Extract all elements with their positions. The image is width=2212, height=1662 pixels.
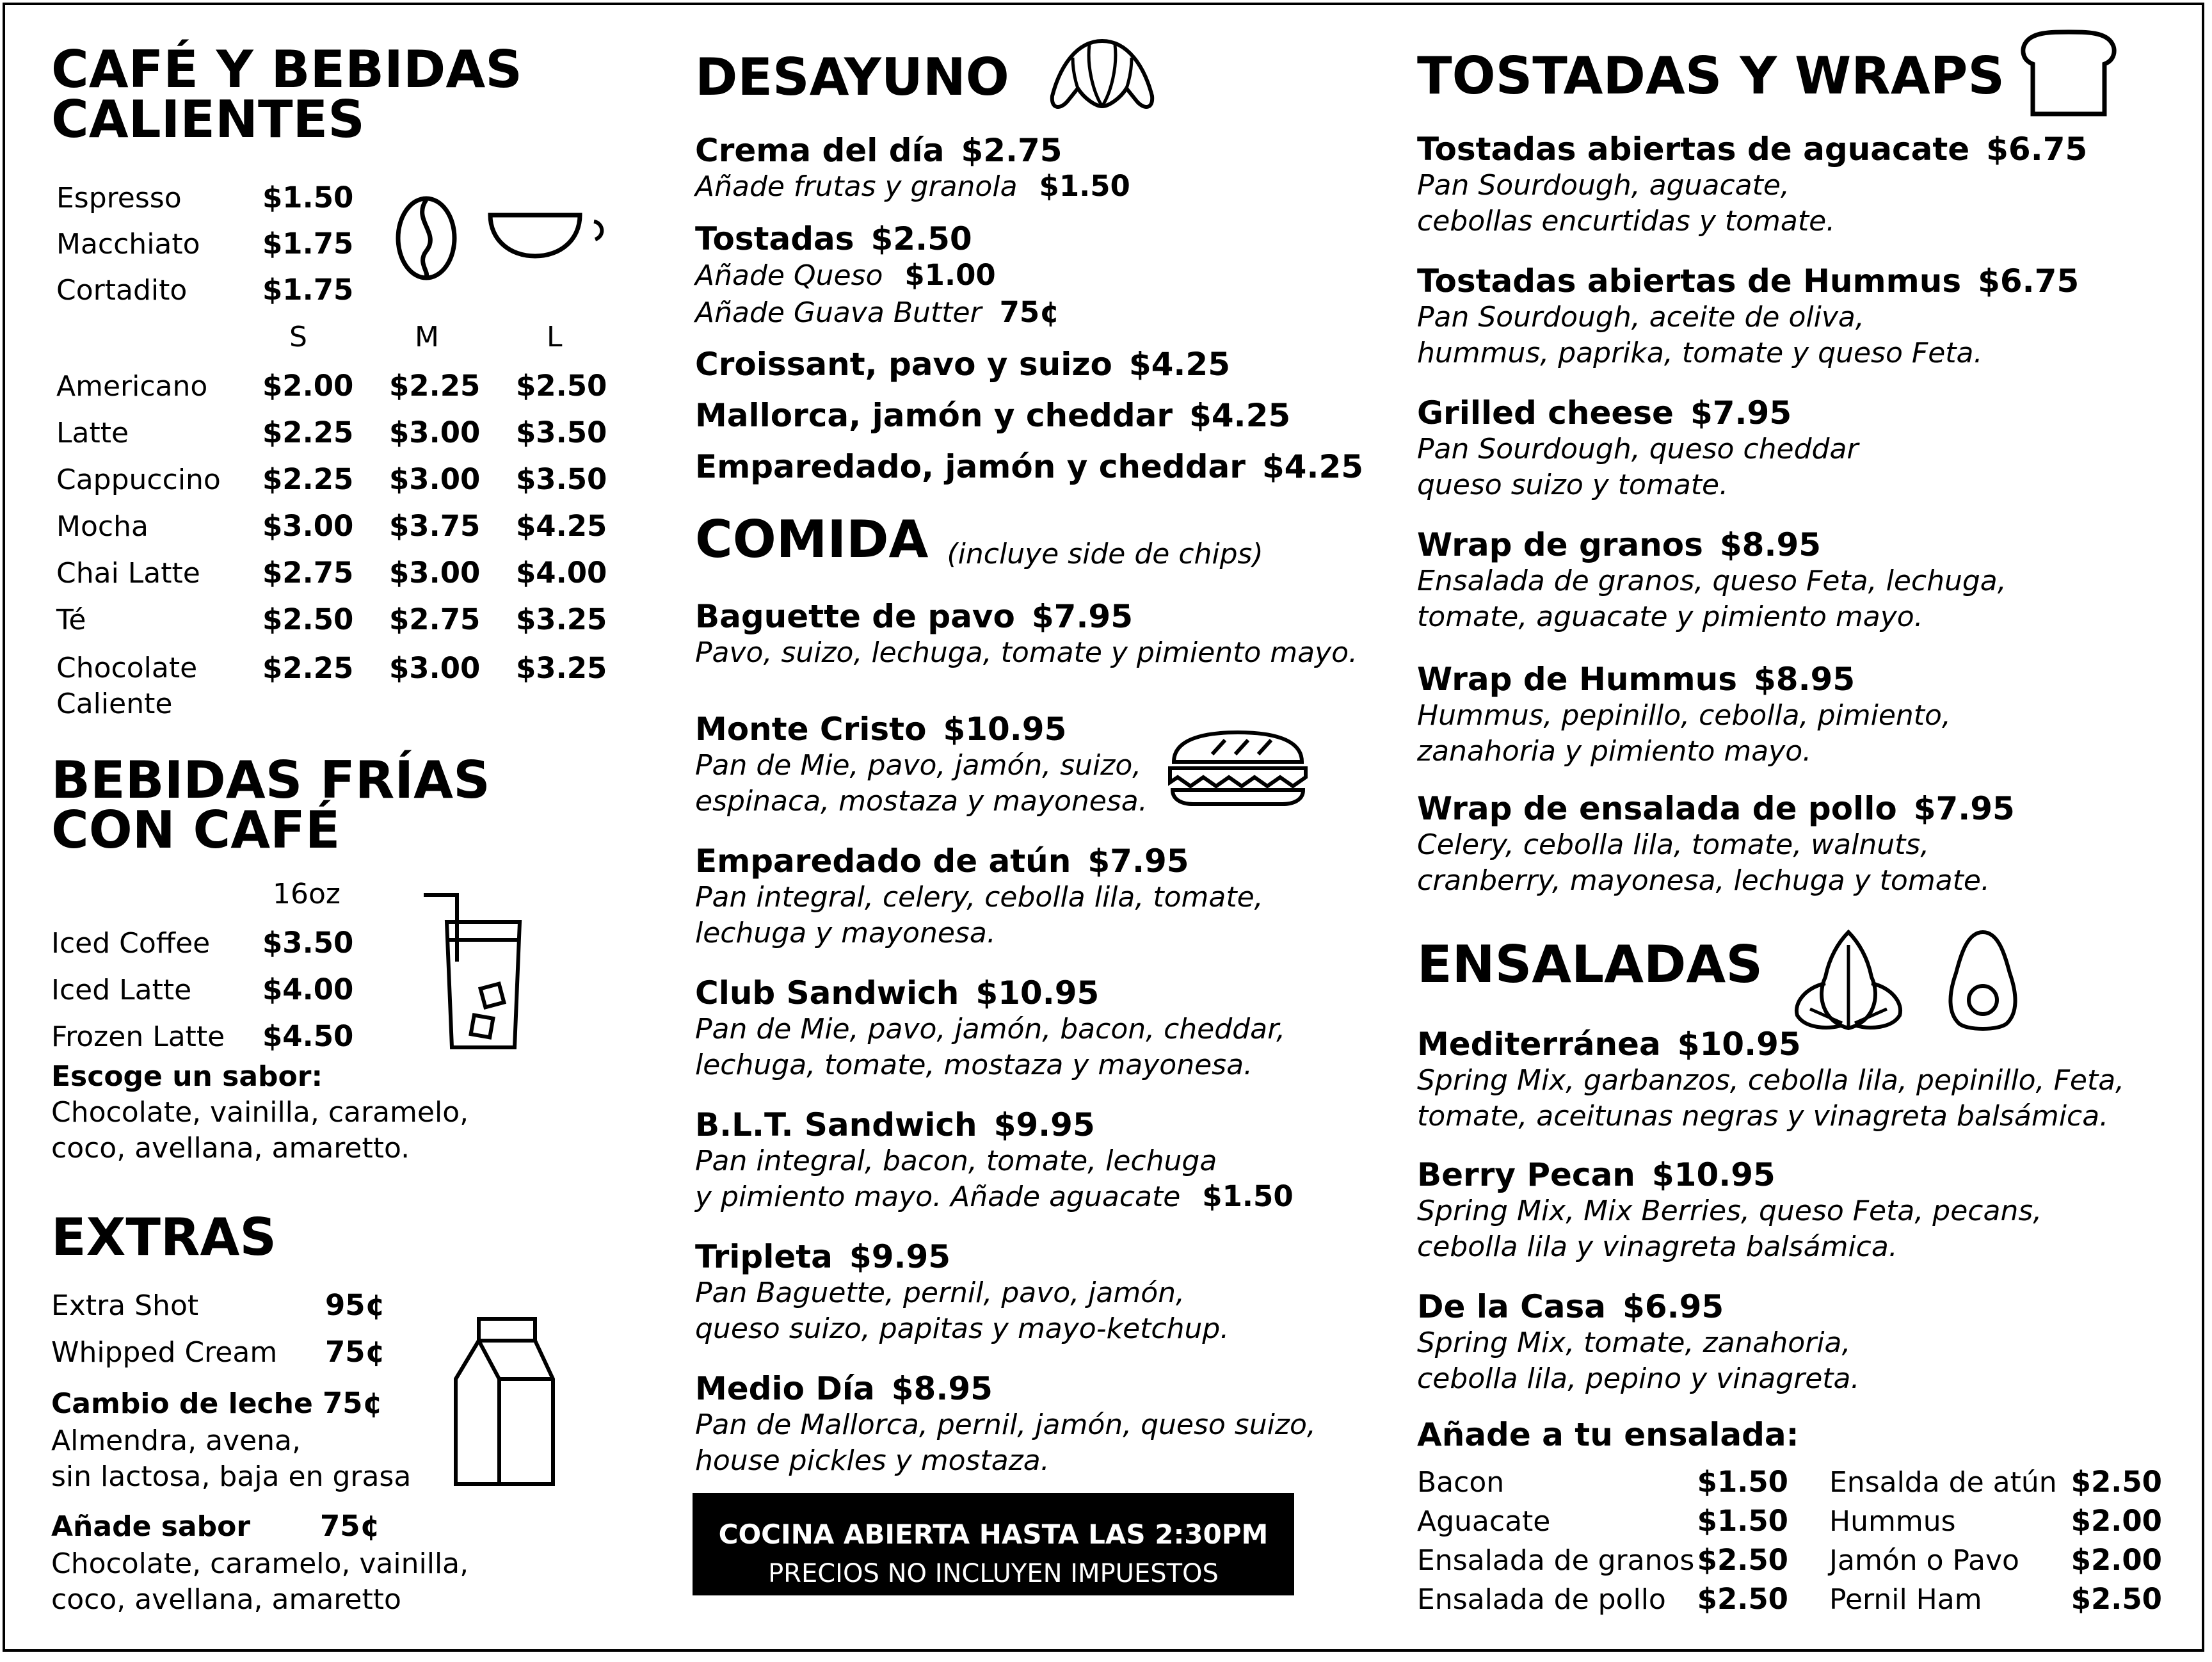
item-description-line1: Spring Mix, garbanzos, cebolla lila, pepinillo, Feta,	[1417, 1064, 2125, 1097]
item-name: Medio Día	[695, 1370, 875, 1407]
menu-item	[695, 1106, 1358, 1238]
addon-price: $1.50	[1697, 1465, 1788, 1499]
item-description-line1: Pan Baguette, pernil, pavo, jamón,	[695, 1277, 1185, 1309]
addon-row	[1417, 1583, 1788, 1622]
item-price: $2.75	[961, 132, 1062, 169]
item-price: $10.95	[1651, 1156, 1775, 1193]
size-header-l: L	[547, 321, 563, 353]
item-name-line2: Caliente	[56, 688, 173, 720]
menu-item	[695, 397, 1363, 448]
coffee-cup-icon	[486, 210, 608, 261]
size-header-m: M	[415, 321, 439, 353]
item-description-line2: queso suizo, papitas y mayo-ketchup.	[695, 1312, 1230, 1345]
menu-row	[51, 974, 469, 1021]
hot-single-list	[56, 182, 353, 320]
item-name: Cortadito	[56, 274, 188, 307]
item-description-line2: cebolla lila y vinagreta balsámica.	[1417, 1230, 1898, 1263]
item-name-line1: Chocolate	[56, 652, 198, 684]
hot-title-line2: CALIENTES	[51, 90, 365, 149]
croissant-icon	[1045, 35, 1160, 118]
hot-sized-list	[56, 370, 607, 721]
addon-row	[1417, 1544, 1788, 1583]
milk-change-price: 75¢	[323, 1386, 383, 1420]
menu-row	[56, 464, 607, 510]
price-m: $2.75	[389, 602, 481, 636]
menu-item	[1417, 1156, 2124, 1288]
menu-item	[1417, 394, 2087, 526]
menu-item	[695, 974, 1358, 1106]
item-price: $4.25	[1128, 346, 1230, 383]
salads-title: ENSALADAS	[1417, 935, 1763, 994]
price-s: $2.25	[262, 462, 354, 496]
item-name: Tostadas abiertas de aguacate	[1417, 131, 1970, 168]
item-price: $1.75	[262, 227, 354, 261]
item-price: $1.50	[262, 181, 354, 214]
addon-price: $1.50	[1697, 1504, 1788, 1538]
item-name: Croissant, pavo y suizo	[695, 346, 1112, 383]
item-name: Emparedado de atún	[695, 843, 1071, 880]
item-description-line2: queso suizo y tomate.	[1417, 469, 1729, 501]
item-description-line1: Celery, cebolla lila, tomate, walnuts,	[1417, 828, 1930, 861]
item-name: Tostadas abiertas de Hummus	[1417, 262, 1962, 300]
milk-options-line2: sin lactosa, baja en grasa	[51, 1460, 412, 1493]
item-description-line2: lechuga y mayonesa.	[695, 917, 996, 949]
price-l: $2.50	[516, 369, 607, 403]
menu-item-tostadas	[695, 220, 1363, 257]
menu-row	[56, 510, 607, 557]
item-price: $1.75	[262, 273, 354, 307]
addon-price: 75¢	[999, 295, 1060, 329]
extras-title: EXTRAS	[51, 1207, 277, 1267]
menu-row	[56, 370, 607, 417]
item-name: De la Casa	[1417, 1288, 1607, 1325]
item-name: Grilled cheese	[1417, 394, 1674, 432]
item-description-line2: zanahoria y pimiento mayo.	[1417, 735, 1812, 768]
item-name: Tripleta	[695, 1238, 833, 1275]
price-s: $2.50	[262, 602, 354, 636]
menu-item-crema	[695, 132, 1363, 169]
menu-row	[51, 927, 469, 974]
menu-item	[695, 448, 1363, 485]
price-m: $2.25	[389, 369, 481, 403]
addon-row	[1829, 1544, 2162, 1583]
price-l: $4.00	[516, 556, 607, 590]
item-name: Iced Coffee	[51, 927, 211, 960]
item-description-line2: hummus, paprika, tomate y queso Feta.	[1417, 337, 1983, 369]
menu-item	[1417, 661, 2087, 790]
hot-drinks-title	[51, 40, 522, 149]
extras-list	[51, 1289, 469, 1618]
addon-name: Aguacate	[1417, 1505, 1551, 1538]
item-name: Berry Pecan	[1417, 1156, 1635, 1193]
addon-name: Pernil Ham	[1829, 1583, 1982, 1616]
item-price: $6.75	[1986, 131, 2088, 168]
item-name: Wrap de Hummus	[1417, 661, 1737, 698]
food-note: (incluye side de chips)	[947, 537, 1263, 570]
item-name: Crema del día	[695, 132, 945, 169]
cold-list	[51, 927, 469, 1166]
menu-item	[695, 1370, 1358, 1502]
item-description-line2: cranberry, mayonesa, lechuga y tomate.	[1417, 864, 1990, 897]
item-description: Pavo, suizo, lechuga, tomate y pimiento mayo.	[695, 636, 1358, 669]
item-description-line2: tomate, aceitunas negras y vinagreta balsámica.	[1417, 1100, 2109, 1133]
price-l: $4.25	[516, 509, 607, 543]
addon-price: $2.50	[2071, 1582, 2162, 1616]
item-name: Extra Shot	[51, 1289, 199, 1322]
bread-icon	[2019, 28, 2117, 118]
cold-drinks-title	[51, 750, 490, 860]
item-name: Espresso	[56, 182, 182, 214]
kitchen-hours-banner	[693, 1493, 1294, 1595]
price-s: $2.00	[262, 369, 354, 403]
item-name: Té	[56, 604, 86, 636]
item-price: $6.75	[1978, 262, 2080, 300]
food-title: COMIDA	[695, 510, 929, 569]
menu-row	[56, 417, 607, 464]
item-price: $2.50	[870, 220, 972, 257]
cold-title-line2: CON CAFÉ	[51, 800, 341, 860]
size-header-s: S	[289, 321, 307, 353]
addon-row	[1417, 1505, 1788, 1544]
item-name: Macchiato	[56, 228, 200, 261]
item-price: $7.95	[1031, 598, 1134, 635]
banner-line1: COCINA ABIERTA HASTA LAS 2:30PM	[718, 1519, 1269, 1550]
salad-addons-left	[1417, 1466, 1788, 1622]
item-description-line1: Hummus, pepinillo, cebolla, pimiento,	[1417, 699, 1951, 732]
item-price: $6.95	[1623, 1288, 1724, 1325]
toasts-list	[1417, 131, 2087, 918]
item-description-line1: Pan Sourdough, aguacate,	[1417, 169, 1790, 202]
menu-item	[695, 346, 1363, 397]
item-name: Latte	[56, 417, 129, 449]
addon-price: $1.00	[904, 258, 996, 292]
addon-line	[695, 257, 1363, 294]
menu-item	[695, 598, 1358, 711]
item-description-line2: lechuga, tomate, mostaza y mayonesa.	[695, 1049, 1253, 1081]
addon-name: Ensalada de granos	[1417, 1544, 1695, 1577]
menu-item	[1417, 262, 2087, 394]
salad-addons-title: Añade a tu ensalada:	[1417, 1416, 1799, 1453]
item-name: Wrap de granos	[1417, 526, 1703, 563]
menu-item	[1417, 131, 2087, 262]
item-name: B.L.T. Sandwich	[695, 1106, 977, 1143]
breakfast-title: DESAYUNO	[695, 47, 1009, 107]
item-name: Chai Latte	[56, 557, 200, 590]
item-price: $3.50	[262, 926, 354, 960]
item-description-line1: Pan Sourdough, aceite de oliva,	[1417, 301, 1864, 334]
item-description-line1: Spring Mix, tomate, zanahoria,	[1417, 1327, 1851, 1359]
menu-item	[1417, 790, 2087, 918]
item-price: $9.95	[849, 1238, 951, 1275]
item-price: $7.95	[1690, 394, 1792, 432]
item-price: $10.95	[1677, 1026, 1801, 1063]
milk-options-line1: Almendra, avena,	[51, 1424, 301, 1457]
price-m: $3.00	[389, 416, 481, 449]
item-description-line1: Pan integral, celery, cebolla lila, tomate,	[695, 881, 1263, 914]
item-description-text: y pimiento mayo. Añade aguacate	[695, 1181, 1181, 1213]
lettuce-icon	[1791, 926, 1906, 1035]
hot-title-line1: CAFÉ Y BEBIDAS	[51, 40, 522, 99]
menu-row	[51, 1510, 469, 1546]
salad-addons-right	[1829, 1466, 2162, 1622]
size-header-16oz: 16oz	[273, 878, 341, 910]
add-flavor-price: 75¢	[320, 1509, 380, 1543]
menu-row	[56, 228, 353, 274]
menu-item	[695, 843, 1358, 974]
menu-row	[56, 557, 607, 604]
addon-line	[695, 294, 1363, 332]
price-l: $3.25	[516, 651, 607, 685]
menu-item	[1417, 1288, 2124, 1416]
item-name: Whipped Cream	[51, 1336, 278, 1369]
item-price: $8.95	[891, 1370, 993, 1407]
addon-row	[1417, 1466, 1788, 1505]
flavor-options-line1: Chocolate, caramelo, vainilla,	[51, 1547, 469, 1580]
menu-row	[56, 650, 607, 721]
item-price: $9.95	[993, 1106, 1095, 1143]
addon-price: $2.50	[1697, 1582, 1788, 1616]
flavor-label: Escoge un sabor:	[51, 1060, 323, 1093]
addon-name: Ensalda de atún	[1829, 1466, 2057, 1499]
addon-row	[1829, 1466, 2162, 1505]
flavor-list-line1: Chocolate, vainilla, caramelo,	[51, 1096, 469, 1129]
breakfast-list	[695, 132, 1363, 485]
addon-name: Hummus	[1829, 1505, 1956, 1538]
menu-item	[1417, 1026, 2124, 1156]
item-description-line2: cebollas encurtidas y tomate.	[1417, 205, 1836, 238]
item-name: Emparedado, jamón y cheddar	[695, 448, 1246, 485]
addon-price: $2.00	[2071, 1504, 2162, 1538]
item-price: $7.95	[1087, 843, 1189, 880]
price-m: $3.00	[389, 462, 481, 496]
item-description-line1: Pan de Mallorca, pernil, jamón, queso suizo,	[695, 1408, 1316, 1441]
item-description-line2: house pickles y mostaza.	[695, 1444, 1050, 1477]
avocado-icon	[1946, 928, 2020, 1033]
item-name: Baguette de pavo	[695, 598, 1015, 635]
price-l: $3.25	[516, 602, 607, 636]
price-s: $2.25	[262, 651, 354, 685]
flavor-list-line2: coco, avellana, amaretto.	[51, 1132, 410, 1165]
item-name: Tostadas	[695, 220, 854, 257]
flavor-options-line2: coco, avellana, amaretto	[51, 1583, 401, 1616]
addon-name: Bacon	[1417, 1466, 1505, 1499]
item-name: Monte Cristo	[695, 711, 927, 748]
item-name: Club Sandwich	[695, 974, 959, 1012]
addon-row	[1829, 1583, 2162, 1622]
price-m: $3.75	[389, 509, 481, 543]
item-price: $4.25	[1262, 448, 1364, 485]
item-price: $4.25	[1189, 397, 1291, 434]
menu-row	[51, 1021, 469, 1059]
addon-price: $2.50	[2071, 1465, 2162, 1499]
item-price: $10.95	[975, 974, 1100, 1012]
item-price: 95¢	[325, 1288, 385, 1322]
item-price: 75¢	[325, 1335, 385, 1369]
item-name: Mocha	[56, 510, 148, 543]
menu-row	[56, 182, 353, 228]
item-price: $7.95	[1913, 790, 2015, 827]
addon-name: Añade Queso	[695, 259, 883, 292]
item-price: $10.95	[943, 711, 1067, 748]
addon-line	[695, 169, 1363, 205]
menu-item	[695, 1238, 1358, 1370]
addon-price: $2.50	[1697, 1543, 1788, 1577]
cold-title-line1: BEBIDAS FRÍAS	[51, 750, 490, 810]
addon-price: $2.00	[2071, 1543, 2162, 1577]
price-l: $3.50	[516, 416, 607, 449]
item-description-line2: tomate, aguacate y pimiento mayo.	[1417, 601, 1923, 633]
item-description-line1: Pan de Mie, pavo, jamón, bacon, cheddar,	[695, 1013, 1286, 1045]
item-description-line1: Pan integral, bacon, tomate, lechuga	[695, 1145, 1217, 1177]
milk-change-label: Cambio de leche	[51, 1387, 313, 1420]
item-description-line1: Pan Sourdough, queso cheddar	[1417, 433, 1859, 465]
addon-price: $1.50	[1202, 1179, 1294, 1213]
item-name: Mallorca, jamón y cheddar	[695, 397, 1173, 434]
item-name: Frozen Latte	[51, 1021, 225, 1053]
addon-name: Añade Guava Butter	[695, 296, 982, 329]
item-description-line2: cebolla lila, pepino y vinagreta.	[1417, 1362, 1860, 1395]
toasts-wraps-title: TOSTADAS Y WRAPS	[1417, 46, 2005, 106]
item-description-line2: espinaca, mostaza y mayonesa.	[695, 785, 1148, 818]
add-flavor-label: Añade sabor	[51, 1510, 251, 1543]
addon-row	[1829, 1505, 2162, 1544]
menu-page	[3, 3, 2204, 1652]
price-s: $2.25	[262, 416, 354, 449]
menu-row	[51, 1336, 469, 1387]
item-description-line1: Pan de Mie, pavo, jamón, suizo,	[695, 749, 1142, 782]
price-s: $3.00	[262, 509, 354, 543]
item-price: $8.95	[1719, 526, 1822, 563]
item-description-line1: Spring Mix, Mix Berries, queso Feta, pecans,	[1417, 1195, 2042, 1227]
addon-price: $1.50	[1039, 169, 1130, 203]
coffee-bean-icon	[393, 195, 460, 282]
addon-name: Ensalada de pollo	[1417, 1583, 1666, 1616]
menu-row	[56, 274, 353, 320]
item-name: Cappuccino	[56, 464, 221, 496]
item-name: Americano	[56, 370, 208, 403]
menu-row	[56, 604, 607, 650]
item-price: $4.50	[262, 1019, 354, 1053]
item-name	[56, 650, 262, 722]
iced-glass-icon	[421, 891, 524, 1051]
milk-carton-icon	[453, 1315, 556, 1488]
food-heading	[695, 510, 1263, 572]
price-m: $3.00	[389, 556, 481, 590]
sandwich-icon	[1167, 729, 1308, 808]
menu-row	[51, 1289, 469, 1336]
item-price: $8.95	[1753, 661, 1855, 698]
item-description-line1: Ensalada de granos, queso Feta, lechuga,	[1417, 565, 2007, 597]
item-name: Mediterránea	[1417, 1026, 1661, 1063]
addon-name: Añade frutas y granola	[695, 170, 1018, 203]
price-m: $3.00	[389, 651, 481, 685]
addon-name: Jamón o Pavo	[1829, 1544, 2019, 1577]
price-s: $2.75	[262, 556, 354, 590]
item-name: Wrap de ensalada de pollo	[1417, 790, 1897, 827]
banner-line2: PRECIOS NO INCLUYEN IMPUESTOS	[768, 1559, 1219, 1588]
salads-list	[1417, 1026, 2124, 1416]
menu-item	[1417, 526, 2087, 661]
menu-row	[51, 1387, 469, 1423]
item-price: $4.00	[262, 972, 354, 1006]
item-name: Iced Latte	[51, 974, 192, 1006]
price-l: $3.50	[516, 462, 607, 496]
item-description-line2	[695, 1179, 1358, 1215]
